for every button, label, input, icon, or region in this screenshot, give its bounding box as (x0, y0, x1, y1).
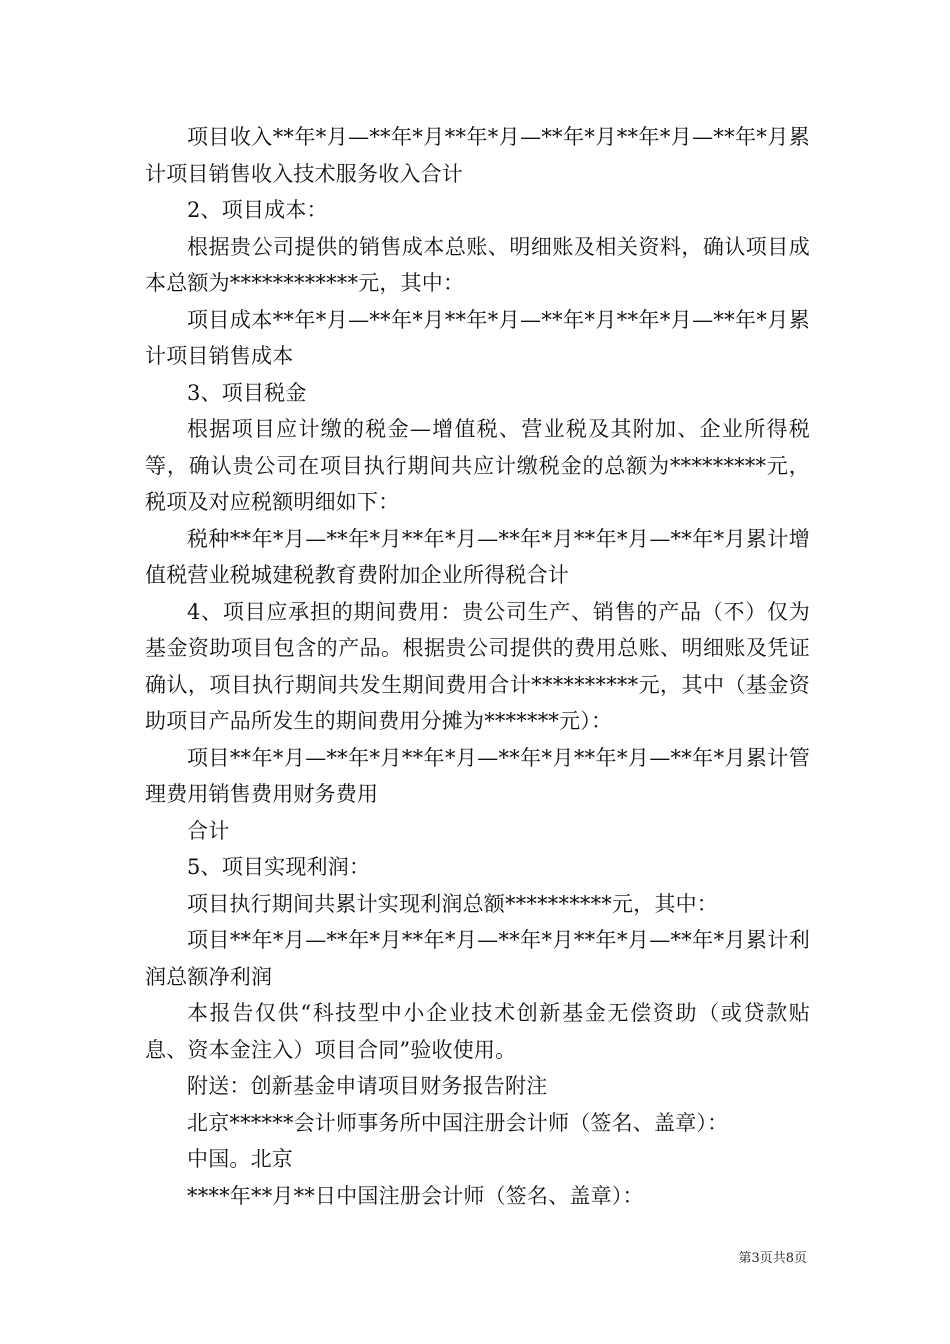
paragraph-profit-detail: 项目**年*月—**年*月**年*月—**年*月**年*月—**年*月累计利润总额净利润 (145, 928, 810, 989)
heading-project-tax: 3、项目税金 (187, 380, 307, 405)
paragraph-report-usage: 本报告仅供“科技型中小企业技术创新基金无偿资助（或贷款贴息、资本金注入）项目合同”验收使用。 (145, 1001, 810, 1062)
paragraph-location: 中国。北京 (187, 1147, 293, 1171)
paragraph-date-signature: ****年**月**日中国注册会计师（签名、盖章）： (187, 1183, 644, 1208)
paragraph-expense-detail: 项目**年*月—**年*月**年*月—**年*月**年*月—**年*月累计管理费用销售费用财务费用 (145, 745, 810, 806)
paragraph-cost-total: 根据贵公司提供的销售成本总账、明细账及相关资料，确认项目成本总额为************元，其中： (145, 234, 810, 295)
paragraph-project-revenue: 项目收入**年*月—**年*月**年*月—**年*月**年*月—**年*月累计项目销售收入技术服务收入合计 (145, 125, 810, 186)
page-number: 第3页共8页 (738, 1251, 807, 1266)
paragraph-tax-total: 根据项目应计缴的税金—增值税、营业税及其附加、企业所得税等，确认贵公司在项目执行期间共应计缴税金的总额为*********元，税项及对应税额明细如下： (145, 417, 810, 514)
paragraph-profit-total: 项目执行期间共累计实现利润总额**********元，其中： (187, 891, 718, 916)
paragraph-attachment: 附送：创新基金申请项目财务报告附注 (187, 1074, 548, 1098)
paragraph-cost-detail: 项目成本**年*月—**年*月**年*月—**年*月**年*月—**年*月累计项目销售成本 (145, 307, 810, 368)
paragraph-tax-detail: 税种**年*月—**年*月**年*月—**年*月**年*月—**年*月累计增值税营业税城建税教育费附加企业所得税合计 (145, 526, 810, 587)
paragraph-period-expense: 4、项目应承担的期间费用：贵公司生产、销售的产品（不）仅为基金资助项目包含的产品。根据贵公司提供的费用总账、明细账及凭证确认，项目执行期间共发生期间费用合计**********元，其中（基金资助项目产品所发生的期间费用分摊为*******元）： (145, 599, 810, 733)
paragraph-expense-total: 合计 (187, 818, 230, 843)
heading-project-cost: 2、项目成本： (187, 198, 328, 222)
document-body (145, 119, 810, 1214)
heading-project-profit: 5、项目实现利润： (187, 855, 371, 879)
paragraph-firm-signature: 北京******会计师事务所中国注册会计师（签名、盖章）： (187, 1110, 729, 1135)
